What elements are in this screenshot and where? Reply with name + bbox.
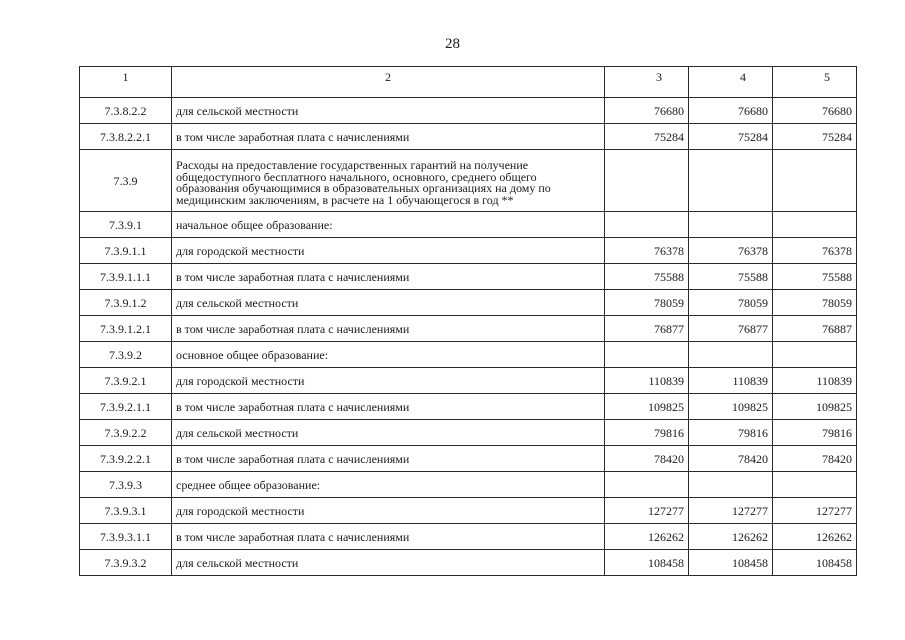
table-row: [80, 420, 857, 446]
value-column-5: 127277: [773, 498, 857, 524]
row-code: 7.3.9: [80, 150, 172, 212]
value-column-4: 126262: [689, 524, 773, 550]
row-code: 7.3.9.2: [80, 342, 172, 368]
value-column-5: 109825: [773, 394, 857, 420]
value-column-4: 78420: [689, 446, 773, 472]
table-row: [80, 238, 857, 264]
table-row: [80, 316, 857, 342]
table-row: [80, 472, 857, 498]
value-column-3: [605, 212, 689, 238]
row-description: среднее общее образование:: [172, 472, 605, 498]
column-number-4: 4: [689, 67, 773, 98]
row-code: 7.3.9.1.2.1: [80, 316, 172, 342]
value-column-4: 108458: [689, 550, 773, 576]
value-column-5: 108458: [773, 550, 857, 576]
table-row: [80, 446, 857, 472]
table-row: [80, 98, 857, 124]
row-code: 7.3.9.3.1: [80, 498, 172, 524]
value-column-4: 79816: [689, 420, 773, 446]
row-description: для сельской местности: [172, 420, 605, 446]
table-row: [80, 212, 857, 238]
row-code: 7.3.8.2.2: [80, 98, 172, 124]
page-number: 28: [445, 36, 460, 52]
row-code: 7.3.9.2.2.1: [80, 446, 172, 472]
value-column-3: 110839: [605, 368, 689, 394]
value-column-4: [689, 150, 773, 212]
value-column-5: 76887: [773, 316, 857, 342]
value-column-5: [773, 342, 857, 368]
value-column-4: 75284: [689, 124, 773, 150]
row-description: в том числе заработная плата с начислениями: [172, 524, 605, 550]
row-code: 7.3.9.3: [80, 472, 172, 498]
value-column-3: 126262: [605, 524, 689, 550]
table-header-row: [80, 67, 857, 98]
value-column-5: 76680: [773, 98, 857, 124]
value-column-3: 108458: [605, 550, 689, 576]
table-row: [80, 150, 857, 212]
value-column-5: 75284: [773, 124, 857, 150]
row-code: 7.3.9.2.1: [80, 368, 172, 394]
table-row: [80, 264, 857, 290]
value-column-3: [605, 472, 689, 498]
value-column-5: 110839: [773, 368, 857, 394]
table-row: [80, 342, 857, 368]
row-description: в том числе заработная плата с начислениями: [172, 264, 605, 290]
table-row: [80, 394, 857, 420]
row-description: основное общее образование:: [172, 342, 605, 368]
value-column-3: 75588: [605, 264, 689, 290]
value-column-4: [689, 342, 773, 368]
value-column-5: [773, 212, 857, 238]
value-column-4: 78059: [689, 290, 773, 316]
table-row: [80, 524, 857, 550]
value-column-3: 127277: [605, 498, 689, 524]
row-description: для сельской местности: [172, 98, 605, 124]
column-number-1: 1: [80, 67, 172, 98]
row-description: для городской местности: [172, 498, 605, 524]
value-column-3: 76378: [605, 238, 689, 264]
row-description: в том числе заработная плата с начислениями: [172, 316, 605, 342]
row-description: Расходы на предоставление государственных гарантий на получение общедоступного бесплатного начального, основного, среднего общего образования обучающимися в образовательных организациях на дому по медицинским заключениям, в расчете на 1 обучающегося в год **: [172, 150, 605, 212]
value-column-5: 78059: [773, 290, 857, 316]
value-column-5: 78420: [773, 446, 857, 472]
value-column-3: 78420: [605, 446, 689, 472]
row-description: для сельской местности: [172, 550, 605, 576]
column-number-5: 5: [773, 67, 857, 98]
column-number-3: 3: [605, 67, 689, 98]
row-description: начальное общее образование:: [172, 212, 605, 238]
row-description: в том числе заработная плата с начислениями: [172, 124, 605, 150]
row-code: 7.3.8.2.2.1: [80, 124, 172, 150]
row-code: 7.3.9.3.1.1: [80, 524, 172, 550]
value-column-3: 75284: [605, 124, 689, 150]
row-description: для сельской местности: [172, 290, 605, 316]
value-column-5: 75588: [773, 264, 857, 290]
row-code: 7.3.9.1.1: [80, 238, 172, 264]
value-column-4: 109825: [689, 394, 773, 420]
table-row: [80, 124, 857, 150]
value-column-4: 76680: [689, 98, 773, 124]
row-code: 7.3.9.1.1.1: [80, 264, 172, 290]
row-code: 7.3.9.1: [80, 212, 172, 238]
row-description: в том числе заработная плата с начислениями: [172, 446, 605, 472]
value-column-3: 76680: [605, 98, 689, 124]
value-column-3: [605, 150, 689, 212]
value-column-4: 110839: [689, 368, 773, 394]
value-column-4: 75588: [689, 264, 773, 290]
value-column-5: [773, 472, 857, 498]
row-description: в том числе заработная плата с начислениями: [172, 394, 605, 420]
value-column-3: 109825: [605, 394, 689, 420]
budget-table: [79, 66, 857, 576]
row-code: 7.3.9.2.1.1: [80, 394, 172, 420]
value-column-3: 79816: [605, 420, 689, 446]
table-row: [80, 498, 857, 524]
value-column-4: 76877: [689, 316, 773, 342]
value-column-3: 78059: [605, 290, 689, 316]
value-column-3: [605, 342, 689, 368]
table-row: [80, 290, 857, 316]
value-column-4: 76378: [689, 238, 773, 264]
value-column-4: 127277: [689, 498, 773, 524]
value-column-5: 126262: [773, 524, 857, 550]
value-column-4: [689, 212, 773, 238]
value-column-3: 76877: [605, 316, 689, 342]
row-code: 7.3.9.1.2: [80, 290, 172, 316]
row-code: 7.3.9.2.2: [80, 420, 172, 446]
row-description: для городской местности: [172, 368, 605, 394]
value-column-4: [689, 472, 773, 498]
row-description: для городской местности: [172, 238, 605, 264]
table-row: [80, 550, 857, 576]
table-row: [80, 368, 857, 394]
column-number-2: 2: [172, 67, 605, 98]
row-code: 7.3.9.3.2: [80, 550, 172, 576]
value-column-5: 76378: [773, 238, 857, 264]
value-column-5: [773, 150, 857, 212]
value-column-5: 79816: [773, 420, 857, 446]
